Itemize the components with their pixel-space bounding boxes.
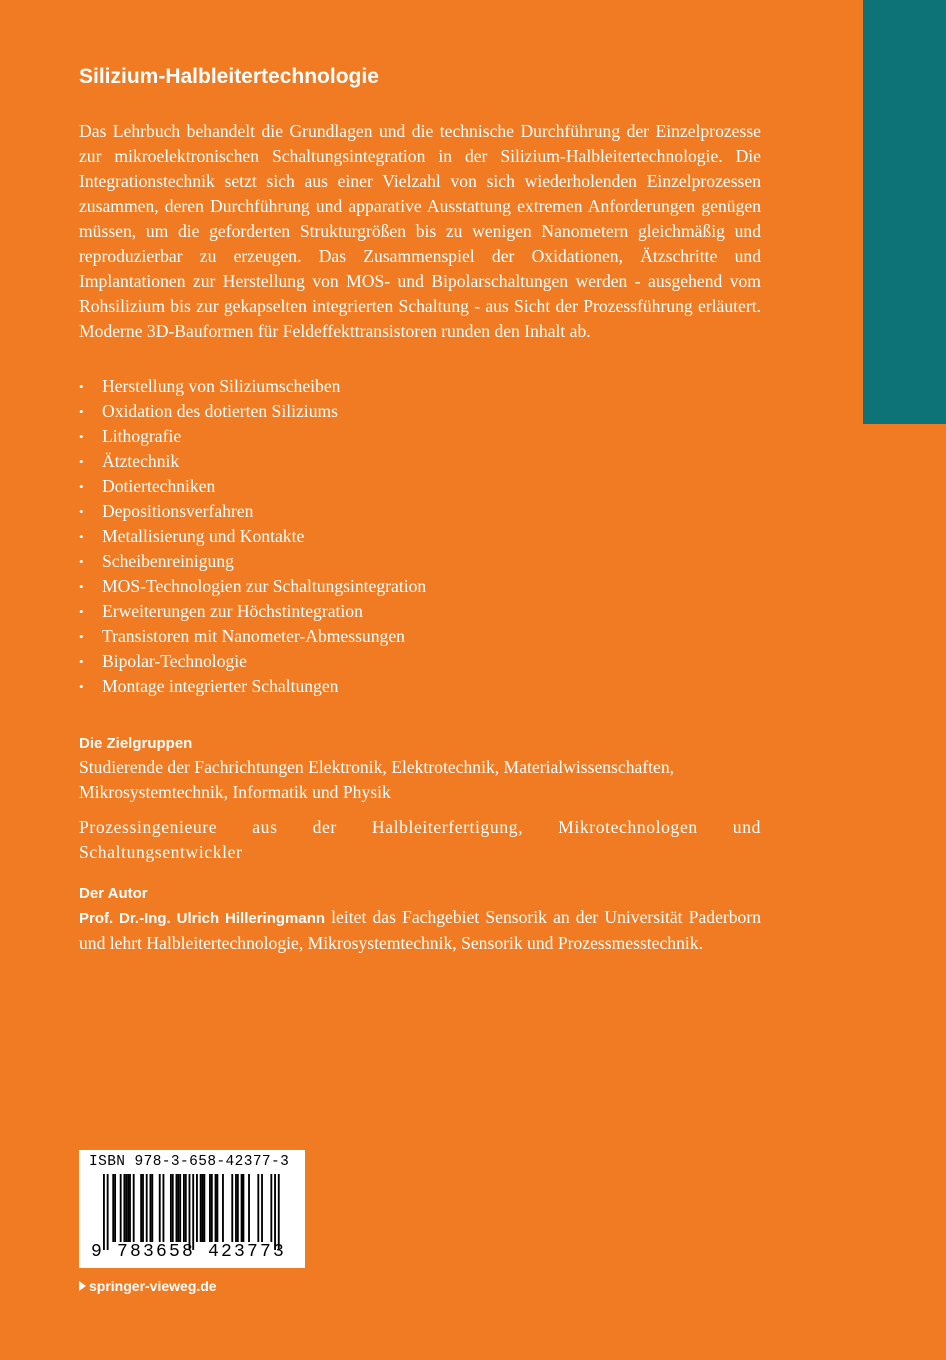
- book-title: Silizium-Halbleitertechnologie: [79, 65, 379, 88]
- barcode-bar: [222, 1174, 224, 1242]
- bullet-icon: •: [79, 579, 84, 594]
- barcode-bar: [120, 1174, 122, 1242]
- barcode-bar: [189, 1174, 191, 1250]
- barcode-bar: [140, 1174, 142, 1242]
- bullet-icon: •: [79, 504, 84, 519]
- topic-item: [79, 499, 761, 524]
- barcode-bar: [146, 1174, 148, 1242]
- barcode-bar: [127, 1174, 129, 1242]
- topic-item: [79, 399, 761, 424]
- barcode-bar: [235, 1174, 237, 1242]
- autor-section: [79, 883, 761, 956]
- barcode-bar: [151, 1174, 153, 1242]
- back-cover-content: [79, 62, 761, 956]
- bullet-icon: •: [79, 454, 84, 469]
- barcode-bar: [123, 1174, 125, 1242]
- autor-text: leitet das Fachgebiet Sensorik an der Universität Paderborn und lehrt Halbleitertechnologie, Mikrosystemtechnik, Sensorik und Prozessmesstechnik.: [79, 907, 761, 953]
- topic-label: Dotiertechniken: [102, 476, 216, 496]
- autor-heading: Der Autor: [79, 885, 148, 902]
- topic-label: Depositionsverfahren: [102, 501, 254, 521]
- barcode-bar: [150, 1174, 152, 1242]
- teal-color-band: [863, 0, 946, 424]
- topic-label: Ätztechnik: [102, 451, 180, 471]
- barcode-digits: 9 783658 423773: [91, 1242, 287, 1262]
- barcode-bar: [114, 1174, 116, 1242]
- bullet-icon: •: [79, 404, 84, 419]
- topic-label: Erweiterungen zur Höchstintegration: [102, 601, 363, 621]
- barcode-bar: [243, 1174, 245, 1242]
- barcode-bar: [211, 1174, 213, 1242]
- barcode-bar: [270, 1174, 272, 1242]
- arrow-right-icon: [79, 1281, 86, 1291]
- bullet-icon: •: [79, 679, 84, 694]
- topic-label: Oxidation des dotierten Siliziums: [102, 401, 339, 421]
- topic-list: [79, 374, 761, 699]
- topic-label: Metallisierung und Kontakte: [102, 526, 305, 546]
- topic-item: [79, 549, 761, 574]
- topic-item: [79, 674, 761, 699]
- barcode-bar: [202, 1174, 204, 1242]
- barcode-bar: [179, 1174, 181, 1242]
- barcode-bar: [237, 1174, 239, 1242]
- barcode-bar: [203, 1174, 205, 1242]
- barcode-bar: [274, 1174, 276, 1250]
- barcode-bar: [177, 1174, 179, 1242]
- topic-item: [79, 574, 761, 599]
- barcode-bar: [192, 1174, 194, 1250]
- topic-label: Transistoren mit Nanometer-Abmessungen: [102, 626, 405, 646]
- bullet-icon: •: [79, 654, 84, 669]
- bullet-icon: •: [79, 529, 84, 544]
- barcode-bar: [172, 1174, 174, 1242]
- barcode-bar: [142, 1174, 144, 1242]
- bullet-icon: •: [79, 479, 84, 494]
- bullet-icon: •: [79, 379, 84, 394]
- barcode-bar: [215, 1174, 217, 1242]
- bullet-icon: •: [79, 554, 84, 569]
- barcode-bar: [129, 1174, 131, 1242]
- barcode-bar: [170, 1174, 172, 1242]
- topic-item: [79, 374, 761, 399]
- topic-item: [79, 624, 761, 649]
- barcode-bar: [107, 1174, 109, 1250]
- topic-label: Lithografie: [102, 426, 182, 446]
- barcode-bar: [103, 1174, 105, 1250]
- topic-item: [79, 424, 761, 449]
- barcode-bar: [176, 1174, 178, 1242]
- barcode-bar: [209, 1174, 211, 1242]
- barcode-bar: [231, 1174, 233, 1242]
- barcode-bar: [133, 1174, 135, 1242]
- bullet-icon: •: [79, 429, 84, 444]
- autor-name: Prof. Dr.-Ing. Ulrich Hilleringmann: [79, 910, 326, 927]
- topic-item: [79, 599, 761, 624]
- topic-label: Montage integrierter Schaltungen: [102, 676, 339, 696]
- barcode-bar: [261, 1174, 263, 1242]
- barcode-bar: [241, 1174, 243, 1242]
- isbn-text: ISBN 978-3-658-42377-3: [89, 1154, 290, 1170]
- topic-label: Scheibenreinigung: [102, 551, 234, 571]
- barcode-bar: [257, 1174, 259, 1242]
- barcode-bar: [112, 1174, 114, 1242]
- bullet-icon: •: [79, 604, 84, 619]
- topic-label: Herstellung von Siliziumscheiben: [102, 376, 341, 396]
- barcode-bar: [196, 1174, 198, 1242]
- topic-label: Bipolar-Technologie: [102, 651, 247, 671]
- publisher-url[interactable]: [79, 1276, 217, 1296]
- isbn-barcode: [79, 1150, 305, 1268]
- intro-paragraph: Das Lehrbuch behandelt die Grundlagen und die technische Durchführung der Einzelprozesse zur mikroelektronischen Schaltungsintegration in der Silizium-Halbleitertechnologie. Die Integrationstechnik setzt sich aus einer Vielzahl von sich wiederholenden Einzelprozessen zusammen, deren Durchführung und apparative Ausstattung extremen Anforderungen genügen müssen, um die geforderten Strukturgrößen bis zu wenigen Nanometern gleichmäßig und reproduzierbar zu erzeugen. Das Zusammenspiel der Oxidationen, Ätzschritte und Implantationen zur Herstellung von MOS- und Bipolarschaltungen werden - ausgehend vom Rohsilizium bis zur gekapselten integrierten Schaltung - aus Sicht der Prozessführung erläutert. Moderne 3D-Bauformen für Feldeffekttransistoren runden den Inhalt ab.: [79, 121, 761, 341]
- topic-item: [79, 474, 761, 499]
- barcode-bar: [125, 1174, 127, 1242]
- topic-item: [79, 524, 761, 549]
- topic-item: [79, 449, 761, 474]
- autor-bio: [79, 905, 761, 956]
- barcode-bar: [248, 1174, 250, 1242]
- publisher-url-text: springer-vieweg.de: [89, 1278, 217, 1294]
- zielgruppen-heading: Die Zielgruppen: [79, 735, 193, 752]
- zielgruppen-students: Studierende der Fachrichtungen Elektronik, Elektrotechnik, Materialwissenschaften, Mikrosystemtechnik, Informatik und Physik: [79, 757, 675, 802]
- barcode-bar: [163, 1174, 165, 1242]
- topic-label: MOS-Technologien zur Schaltungsintegration: [102, 576, 427, 596]
- bullet-icon: •: [79, 629, 84, 644]
- barcode-bar: [200, 1174, 202, 1242]
- topic-item: [79, 649, 761, 674]
- zielgruppen-professionals: Prozessingenieure aus der Halbleiterfertigung, Mikrotechnologen und Schaltungsentwickler: [79, 817, 761, 862]
- barcode-bar: [159, 1174, 161, 1242]
- barcode-bar: [216, 1174, 218, 1242]
- zielgruppen-section: [79, 733, 761, 865]
- barcode-bar: [183, 1174, 185, 1242]
- barcode-bar: [185, 1174, 187, 1242]
- barcode-bar: [278, 1174, 280, 1250]
